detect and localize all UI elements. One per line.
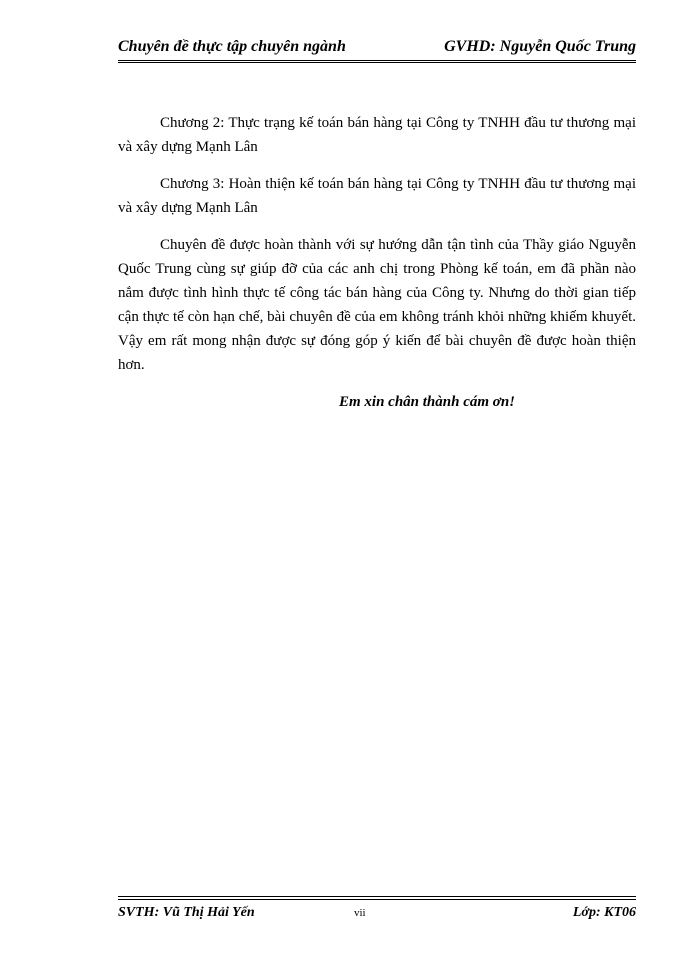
- header-divider: [118, 62, 636, 63]
- page-header: [118, 38, 636, 61]
- paragraph-chapter-3: Chương 3: Hoàn thiện kế toán bán hàng tại Công ty TNHH đầu tư thương mại và xây dựng Mạnh Lân: [118, 176, 636, 216]
- footer-student: SVTH: Vũ Thị Hải Yến: [118, 905, 255, 920]
- page-number: vii: [354, 907, 366, 919]
- header-title: Chuyên đề thực tập chuyên ngành: [118, 38, 346, 55]
- footer-divider: [118, 896, 636, 897]
- document-body: [118, 111, 636, 427]
- thanks-line: Em xin chân thành cám ơn!: [338, 394, 516, 410]
- page-footer: [118, 899, 636, 922]
- paragraph-acknowledgement: Chuyên đề được hoàn thành với sự hướng dẫn tận tình của Thầy giáo Nguyễn Quốc Trung cùng sự giúp đỡ của các anh chị trong Phòng kế toán, em đã phần nào nắm được tình hình thực tế công tác bán hàng của Công ty. Nhưng do thời gian tiếp cận thực tế còn hạn chế, bài chuyên đề của em không tránh khỏi những khiếm khuyết. Vậy em rất mong nhận được sự đóng góp ý kiến để bài chuyên đề được hoàn thiện hơn.: [118, 237, 636, 373]
- paragraph-chapter-2: Chương 2: Thực trạng kế toán bán hàng tại Công ty TNHH đầu tư thương mại và xây dựng Mạnh Lân: [118, 115, 636, 155]
- header-advisor: GVHD: Nguyễn Quốc Trung: [444, 38, 636, 55]
- footer-class: Lớp: KT06: [572, 905, 636, 920]
